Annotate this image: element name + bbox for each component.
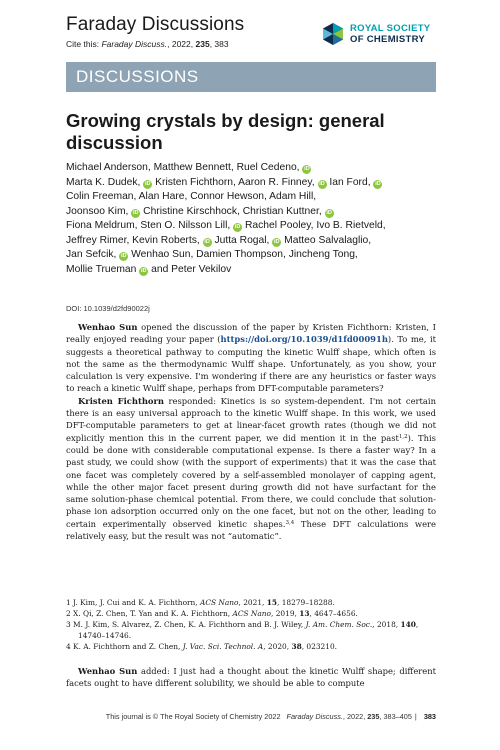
paragraph-text: opened the discussion of the paper by Kristen Fichthorn: Kristen, I really enjoyed reading your paper ( xyxy=(66,322,436,345)
author-text: Christine Kirschhock, Christian Kuttner, xyxy=(140,205,322,217)
cite-label: Cite this: xyxy=(66,39,100,49)
orcid-icon[interactable]: iD xyxy=(375,180,381,187)
speaker-name: Wenhao Sun xyxy=(78,666,138,676)
footer-copyright: This journal is © The Royal Society of Chemistry 2022 xyxy=(105,712,281,721)
cite-volume: 235 xyxy=(195,39,210,49)
orcid-icon[interactable]: iD xyxy=(234,224,241,230)
author-text: Marta K. Dudek, xyxy=(66,176,141,188)
author-line xyxy=(66,234,436,249)
orcid-icon[interactable]: iD xyxy=(304,166,310,172)
rsc-line1: ROYAL SOCIETY xyxy=(350,23,431,34)
author-text: Ian Ford, xyxy=(326,176,371,188)
author-text: Jeffrey Rimer, Kevin Roberts, xyxy=(66,234,200,246)
author-text: Kristen Fichthorn, Aaron R. Finney, xyxy=(152,176,315,188)
author-line xyxy=(66,219,436,234)
paragraph xyxy=(66,321,436,395)
rsc-wordmark xyxy=(350,23,430,45)
author-text: Michael Anderson, Matthew Bennett, Ruel Cedeno, xyxy=(66,162,300,173)
author-text: Fiona Meldrum, Sten O. Nilsson Lill, xyxy=(66,220,231,231)
paragraph-text: responded: Kinetics is so system-dependent. I'm not certain there is an easy universal approach to the kinetic Wulff shape. In this work, we used DFT-computable parameters to get at linear-facet growth rates (though we did not explicitly mention this in the current paper, we did mention it in the past xyxy=(66,395,436,443)
rsc-line2: OF CHEMISTRY xyxy=(350,34,426,45)
orcid-icon[interactable]: iD xyxy=(121,253,127,259)
title-line-1: Growing crystals by design: general xyxy=(66,110,385,131)
paragraph xyxy=(66,665,436,690)
rsc-logo xyxy=(322,22,430,46)
journal-title: Faraday Discussions xyxy=(66,14,245,35)
title-line-2: discussion xyxy=(66,132,163,153)
reference-item: 2 X. Qi, Z. Chen, T. Yan and K. A. Fichthorn, ACS Nano, 2019, 13, 4647–4656. xyxy=(66,609,358,618)
paragraph-text: added: I just had a thought about the kinetic Wulff shape; different facets ought to have different solubility, we should be able to compute xyxy=(66,666,437,689)
author-line xyxy=(66,176,436,191)
author-line xyxy=(66,190,436,205)
orcid-icon[interactable]: iD xyxy=(145,180,151,187)
doi[interactable]: DOI: 10.1039/d2fd90022j xyxy=(66,304,150,313)
author-text: Joonsoo Kim, xyxy=(66,205,129,217)
author-text: Rachel Pooley, Ivo B. Rietveld, xyxy=(242,220,386,231)
author-text: Jan Sefcik, xyxy=(66,249,117,260)
banner-label: DISCUSSIONS xyxy=(76,67,199,86)
author-text: Jutta Rogal, xyxy=(211,234,270,246)
paper-link[interactable]: https://doi.org/10.1039/d1fd00091h xyxy=(220,334,388,345)
discussion-body xyxy=(66,321,436,542)
speaker-name: Wenhao Sun xyxy=(78,322,138,332)
author-text: Wenhao Sun, Damien Thompson, Jincheng Tong, xyxy=(128,249,358,260)
page-number: 383 xyxy=(423,712,436,721)
citation-superscript[interactable]: 3,4 xyxy=(285,519,295,526)
citation-superscript[interactable]: 1,2 xyxy=(398,433,408,440)
paragraph-text: ). This could be done with considerable computational expense. Is there a faster way? In a past study, we could show (with the support of experiments) that it was the case that one facet was completely covered by a self-assembled monolayer of capping agent, while the other major facet present during growth did not have surfactant for the same solution-phase chemical potential. From there, we could conclude that solution-phase ion adsorption occurred only on the one facet, but not on the other, leading to certain experimentally observed kinetic shapes. xyxy=(66,432,436,529)
author-text: and Peter Vekilov xyxy=(148,263,232,275)
author-list xyxy=(66,161,436,277)
cite-page: , 383 xyxy=(209,39,229,49)
orcid-icon[interactable]: iD xyxy=(319,180,325,187)
paragraph-text: ). To me, it suggests a theoretical pathway to computing the kinetic Wulff shape, which often is not the same as the thermodynamic Wulff shape. Unfortunately, as you show, your calculation is very expensive. I'm wondering if there are any heuristics or faster ways to reach a kinetic Wulff shape, perhaps from DFT-computable parameters? xyxy=(66,334,436,394)
author-line xyxy=(66,248,436,263)
reference-item: 3 M. J. Kim, S. Alvarez, Z. Chen, K. A. Fichthorn and B. J. Wiley, J. Am. Chem. Soc., 2018, 140, 14740–14746. xyxy=(66,620,419,640)
cite-year: , 2022, xyxy=(167,39,194,49)
paragraph xyxy=(66,395,436,543)
article-title xyxy=(66,110,436,154)
cite-journal: Faraday Discuss. xyxy=(101,39,168,49)
footer-citation: Faraday Discuss., 2022, 235, 383–405 xyxy=(286,712,412,721)
author-text: Colin Freeman, Alan Hare, Connor Hewson, Adam Hill, xyxy=(66,191,317,202)
speaker-name: Kristen Fichthorn xyxy=(78,395,165,406)
orcid-icon[interactable]: iD xyxy=(326,209,332,216)
author-line xyxy=(66,263,436,278)
author-text: Matteo Salvalaglio, xyxy=(281,234,372,246)
section-banner xyxy=(66,62,436,92)
orcid-icon[interactable]: iD xyxy=(274,238,280,245)
orcid-icon[interactable]: iD xyxy=(204,238,210,245)
discussion-body-continued xyxy=(66,665,436,690)
paragraph-text: These DFT calculations were relatively easy, but the result was not “automatic”. xyxy=(66,518,436,542)
author-text: Mollie Trueman xyxy=(66,263,137,275)
reference-item: 4 K. A. Fichthorn and Z. Chen, J. Vac. Sci. Technol. A, 2020, 38, 023210. xyxy=(66,642,337,651)
rsc-hexagon-icon xyxy=(322,22,344,46)
reference-item: 1 J. Kim, J. Cui and K. A. Fichthorn, ACS Nano, 2021, 15, 18279–18288. xyxy=(66,598,335,607)
page-footer xyxy=(66,712,436,721)
orcid-icon[interactable]: iD xyxy=(133,209,139,216)
author-line xyxy=(66,161,436,176)
footer-separator: | xyxy=(414,712,417,721)
author-line xyxy=(66,205,436,220)
reference-list xyxy=(66,597,436,652)
orcid-icon[interactable]: iD xyxy=(141,267,147,274)
